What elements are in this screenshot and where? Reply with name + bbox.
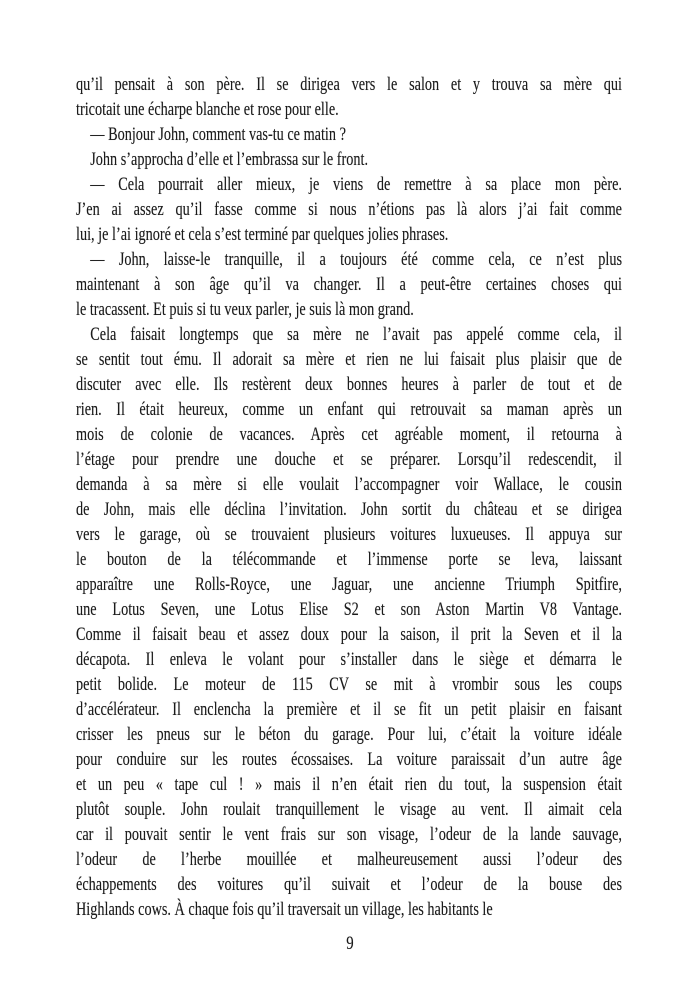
text-line: discuter avec elle. Ils restèrent deux bonnes heures à parler de tout et de: [76, 374, 622, 395]
text-line: vers le garage, où se trouvaient plusieurs voitures luxueuses. Il appuya sur: [76, 524, 622, 545]
text-line: demanda à sa mère si elle voulait l’accompagner voir Wallace, le cousin: [76, 474, 622, 495]
text-line: le tracassent. Et puis si tu veux parler, je suis là mon grand.: [76, 299, 414, 320]
text-line: le bouton de la télécommande et l’immense porte se leva, laissant: [76, 549, 622, 570]
text-line: car il pouvait sentir le vent frais sur son visage, l’odeur de la lande sauvage,: [76, 824, 622, 845]
text-line: rien. Il était heureux, comme un enfant qui retrouvait sa maman après un: [76, 399, 622, 420]
text-line: maintenant à son âge qu’il va changer. Il a peut-être certaines choses qui: [76, 274, 622, 295]
text-line: plutôt souple. John roulait tranquillement le visage au vent. Il aimait cela: [76, 799, 622, 820]
text-line: échappements des voitures qu’il suivait et l’odeur de la bouse des: [76, 874, 622, 895]
text-line: l’étage pour prendre une douche et se préparer. Lorsqu’il redescendit, il: [76, 449, 622, 470]
text-line: J’en ai assez qu’il fasse comme si nous n’étions pas là alors j’ai fait comme: [76, 199, 622, 220]
text-line: mois de colonie de vacances. Après cet agréable moment, il retourna à: [76, 424, 622, 445]
text-line: de John, mais elle déclina l’invitation. John sortit du château et se dirigea: [76, 499, 622, 520]
text-line: apparaître une Rolls-Royce, une Jaguar, une ancienne Triumph Spitfire,: [76, 574, 622, 595]
text-line: — John, laisse-le tranquille, il a toujours été comme cela, ce n’est plus: [90, 249, 622, 270]
text-line: pour conduire sur les routes écossaises. La voiture paraissait d’un autre âge: [76, 749, 622, 770]
text-line: une Lotus Seven, une Lotus Elise S2 et son Aston Martin V8 Vantage.: [76, 599, 622, 620]
text-line: qu’il pensait à son père. Il se dirigea vers le salon et y trouva sa mère qui: [76, 74, 622, 95]
page-number: 9: [346, 933, 354, 954]
text-line: et un peu « tape cul ! » mais il n’en était rien du tout, la suspension était: [76, 774, 622, 795]
text-line: l’odeur de l’herbe mouillée et malheureusement aussi l’odeur des: [76, 849, 622, 870]
text-line: Highlands cows. À chaque fois qu’il traversait un village, les habitants le: [76, 899, 493, 920]
text-line: lui, je l’ai ignoré et cela s’est terminé par quelques jolies phrases.: [76, 224, 449, 245]
text-line: Comme il faisait beau et assez doux pour la saison, il prit la Seven et il la: [76, 624, 622, 645]
text-line: — Bonjour John, comment vas-tu ce matin ?: [90, 124, 346, 145]
page-text: [76, 72, 622, 922]
text-line: d’accélérateur. Il enclencha la première et il se fit un petit plaisir en faisant: [76, 699, 622, 720]
text-line: — Cela pourrait aller mieux, je viens de remettre à sa place mon père.: [90, 174, 622, 195]
text-line: se sentit tout ému. Il adorait sa mère et rien ne lui faisait plus plaisir que de: [76, 349, 622, 370]
text-line: décapota. Il enleva le volant pour s’installer dans le siège et démarra le: [76, 649, 622, 670]
text-line: tricotait une écharpe blanche et rose pour elle.: [76, 99, 339, 120]
text-line: Cela faisait longtemps que sa mère ne l’avait pas appelé comme cela, il: [90, 324, 622, 345]
text-line: petit bolide. Le moteur de 115 CV se mit à vrombir sous les coups: [76, 674, 622, 695]
text-line: John s’approcha d’elle et l’embrassa sur le front.: [90, 149, 369, 170]
text-line: crisser les pneus sur le béton du garage. Pour lui, c’était la voiture idéale: [76, 724, 622, 745]
